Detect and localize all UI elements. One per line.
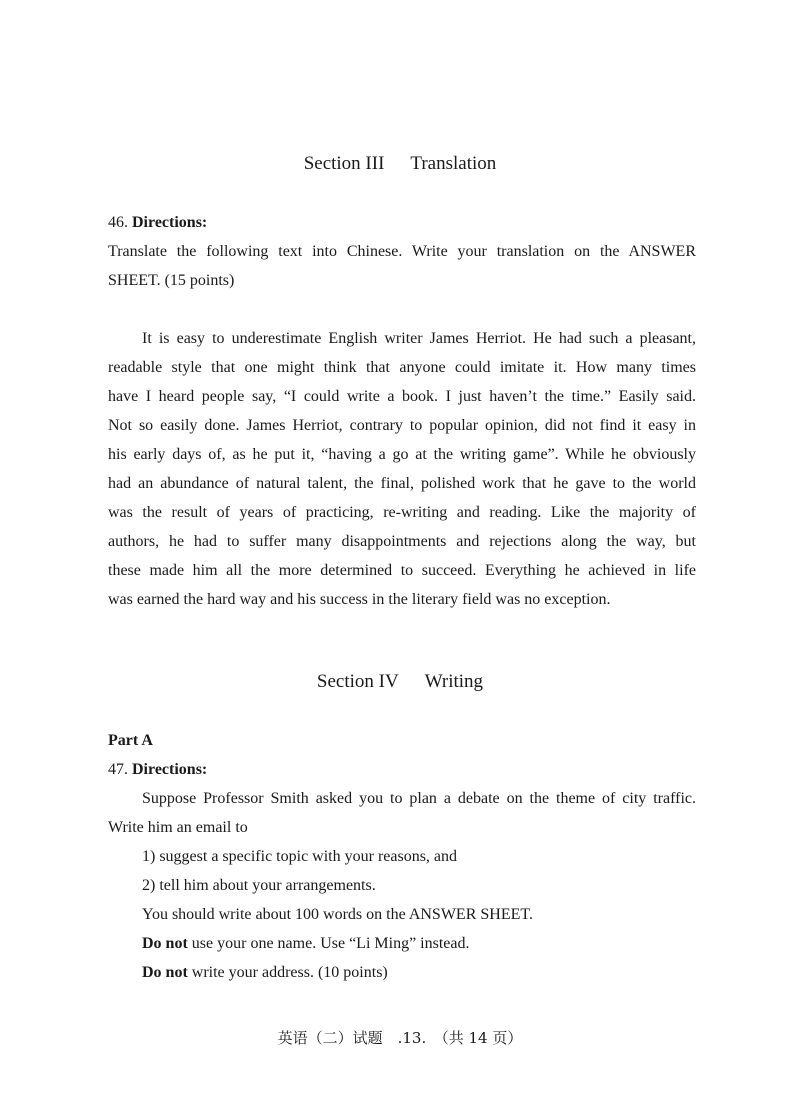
q46-directions-heading (108, 208, 696, 237)
passage-line: was the result of years of practicing, re-writing and reading. Like the majority of (108, 504, 696, 521)
section-iii-title: Translation (410, 153, 497, 174)
q46-passage (108, 324, 696, 614)
section-iv-heading (0, 670, 800, 694)
q46-instruction-line: Translate the following text into Chinese. Write your translation on the ANSWER (108, 243, 696, 260)
page-footer: 英语（二）试题 .13. （共 14 页） (277, 1029, 523, 1047)
q47-line: Suppose Professor Smith asked you to plan a debate on the theme of city traffic. (142, 790, 696, 807)
passage-line: was earned the hard way and his success in the literary field was no exception. (108, 591, 611, 608)
q47-item-2: 2) tell him about your arrangements. (142, 877, 376, 894)
q47-do-not-address (108, 958, 696, 987)
passage-line: these made him all the more determined to succeed. Everything he achieved in life (108, 562, 696, 579)
passage-line: his early days of, as he put it, “having a go at the writing game”. While he obviously (108, 446, 696, 463)
passage-line: had an abundance of natural talent, the final, polished work that he gave to the world (108, 475, 696, 492)
q46-instruction-line: SHEET. (15 points) (108, 272, 235, 289)
section-iii-label: Section III (303, 153, 385, 174)
q46-number: 46. (108, 214, 128, 231)
q47-directions-label: Directions: (132, 761, 208, 778)
part-a-block (108, 726, 696, 987)
do-not-name-text: use your one name. Use “Li Ming” instead. (187, 935, 470, 952)
q46-directions-label: Directions: (132, 214, 208, 231)
q47-line: Write him an email to (108, 819, 248, 836)
passage-line: Not so easily done. James Herriot, contrary to popular opinion, did not find it easy in (108, 417, 696, 434)
passage-line: readable style that one might think that anyone could imitate it. How many times (108, 359, 696, 376)
q47-word-requirement: You should write about 100 words on the ANSWER SHEET. (142, 906, 533, 923)
q46-directions (108, 208, 696, 295)
q47-item-1: 1) suggest a specific topic with your reasons, and (142, 848, 458, 865)
section-iv-label: Section IV (316, 671, 399, 692)
passage-line: authors, he had to suffer many disappointments and rejections along the way, but (108, 533, 696, 550)
do-not-label: Do not (142, 935, 188, 952)
part-a-label: Part A (108, 732, 153, 749)
q47-do-not-name (108, 929, 696, 958)
do-not-label: Do not (142, 964, 188, 981)
q47-number: 47. (108, 761, 128, 778)
do-not-address-text: write your address. (10 points) (187, 964, 388, 981)
q47-directions-heading (108, 755, 696, 784)
section-iii-heading (0, 152, 800, 176)
passage-line: have I heard people say, “I could write a book. I just haven’t the time.” Easily said. (108, 388, 696, 405)
passage-line: It is easy to underestimate English writer James Herriot. He had such a pleasant, (142, 330, 696, 347)
section-iv-title: Writing (424, 671, 484, 692)
